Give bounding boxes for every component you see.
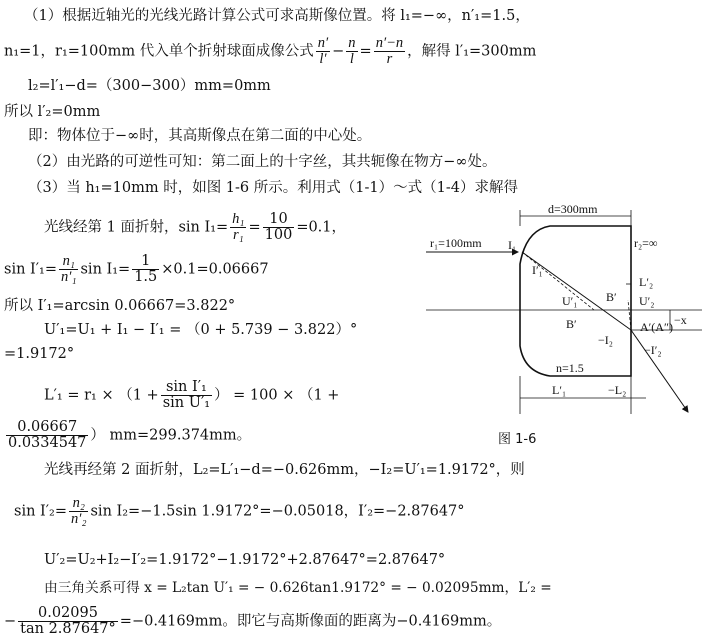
label-I1prime: I′₁ <box>532 263 543 277</box>
line-14 <box>4 420 251 451</box>
line-8-suffix: =0.1， <box>296 219 347 236</box>
label-I1: I₁ <box>508 238 517 252</box>
fraction-numerator: n₁ <box>59 254 78 270</box>
label-L1prime: L′₁ <box>552 383 567 397</box>
equals-sign: = <box>248 219 261 236</box>
line-8-prefix: 光线经第 1 面折射，sin I₁= <box>44 219 229 236</box>
fraction-denominator: 1.5 <box>134 269 158 285</box>
label-A-image: A′(A″) <box>640 320 673 334</box>
fraction-n-diff-over-r <box>374 36 405 67</box>
fraction-denominator: n′₁ <box>61 269 77 285</box>
line-19-suffix: =−0.4169mm。即它与高斯像面的距离为−0.4169mm。 <box>119 613 502 630</box>
fraction-denominator: l <box>349 51 354 67</box>
fraction-0-06667-over-0-0334547 <box>6 420 88 451</box>
label-minus-L2: −L₂ <box>608 383 627 397</box>
fraction-denominator: 0.0334547 <box>8 435 87 451</box>
line-9-suffix: ×0.1=0.06667 <box>161 261 269 278</box>
label-minus-I2prime: −I′₂ <box>644 343 662 357</box>
normal-line <box>522 252 594 310</box>
fraction-0-02095-over-tan <box>18 606 118 637</box>
fraction-n1-over-n1prime <box>59 254 78 285</box>
label-Bprime-bottom: B′ <box>566 317 577 331</box>
line-6: （2）由光路的可逆性可知：第二面上的十字丝，其共轭像在物方−∞处。 <box>28 154 497 170</box>
line-9-middle: sin I₁= <box>80 261 131 278</box>
fraction-denominator: tan 2.87647° <box>20 621 116 637</box>
line-13-prefix: L′₁ = r₁ × （1 + <box>44 387 159 404</box>
fraction-n-prime-over-l-prime <box>316 36 330 67</box>
fraction-numerator: 0.06667 <box>6 420 88 436</box>
fraction-denominator: l′ <box>319 51 327 67</box>
line-17: U′₂=U₂+I₂−I′₂=1.9172°−1.9172°+2.87647°=2.87647° <box>44 552 446 568</box>
label-L2prime: L′₂ <box>639 275 654 289</box>
line-3: l₂=l′₁−d=（300−300）mm=0mm <box>28 78 271 94</box>
label-n: n=1.5 <box>556 361 584 375</box>
fraction-numerator: n <box>348 35 356 51</box>
label-thickness: d=300mm <box>548 204 598 216</box>
line-4: 所以 l′₂=0mm <box>4 104 101 120</box>
fraction-numerator: 1 <box>132 254 159 270</box>
line-19-prefix: − <box>4 613 17 630</box>
fraction-n-over-l <box>346 36 357 67</box>
fraction-denominator: sin U′₁ <box>162 395 211 411</box>
line-14-suffix: ） mm=299.374mm。 <box>90 427 252 444</box>
fraction-denominator: r₁ <box>232 227 244 243</box>
fraction-denominator: 100 <box>264 227 293 243</box>
line-13 <box>44 380 339 411</box>
line-2-suffix: ，解得 l′₁=300mm <box>407 43 537 60</box>
line-9-prefix: sin I′₁= <box>4 261 58 278</box>
fraction-numerator: h₁ <box>232 211 245 227</box>
line-12: =1.9172° <box>4 346 75 362</box>
line-8 <box>44 212 346 243</box>
line-16-suffix: sin I₂=−1.5sin 1.9172°=−0.05018，I′₂=−2.87647° <box>90 503 465 520</box>
line-9 <box>4 254 269 285</box>
equals-sign: = <box>359 43 372 60</box>
line-1: （1）根据近轴光的光线光路计算公式可求高斯像位置。将 l₁=−∞，n′₁=1.5， <box>24 8 530 24</box>
lens-diagram <box>426 204 702 456</box>
line-10: 所以 I′₁=arcsin 0.06667=3.822° <box>4 298 236 314</box>
line-2 <box>4 36 536 67</box>
fraction-numerator: 0.02095 <box>18 606 118 622</box>
line-2-prefix: n₁=1，r₁=100mm 代入单个折射球面成像公式 <box>4 43 314 60</box>
label-minus-I2: −I₂ <box>598 333 613 347</box>
line-5: 即：物体位于−∞时，其高斯像点在第二面的中心处。 <box>28 128 372 144</box>
line-11: U′₁=U₁ + I₁ − I′₁ = （0 + 5.739 − 3.822）° <box>44 322 358 338</box>
label-r2: r₂=∞ <box>634 236 658 250</box>
optics-figure <box>426 204 702 456</box>
line-16-prefix: sin I′₂= <box>14 503 68 520</box>
fraction-n2-over-n2prime <box>69 496 88 527</box>
figure-caption: 图 1-6 <box>498 432 537 447</box>
fraction-numerator: 10 <box>263 212 295 228</box>
line-15: 光线再经第 2 面折射，L₂=L′₁−d=−0.626mm，−I₂=U′₁=1.9172°，则 <box>44 462 525 478</box>
fraction-denominator: r <box>386 51 393 67</box>
fraction-numerator: n₂ <box>69 496 88 512</box>
label-U2prime: U′₂ <box>639 294 655 308</box>
line-7: （3）当 h₁=10mm 时，如图 1-6 所示。利用式（1-1）～式（1-4）求解得 <box>28 180 518 196</box>
label-U1prime: U′₁ <box>562 294 578 308</box>
label-minus-x: −x <box>674 313 687 327</box>
fraction-1-over-1-5 <box>132 254 159 285</box>
fraction-numerator: n′−n <box>375 35 404 51</box>
fraction-sin-i1-over-sin-u1 <box>161 380 212 411</box>
fraction-numerator: sin I′₁ <box>161 380 212 396</box>
label-r1: r₁=100mm <box>430 236 482 250</box>
line-18: 由三角关系可得 x = L₂tan U′₁ = − 0.626tan1.9172° = − 0.02095mm，L′₂ = <box>44 580 552 596</box>
fraction-h1-over-r1 <box>230 212 246 243</box>
line-16 <box>14 496 465 527</box>
minus-sign: − <box>332 43 345 60</box>
line-13-suffix: ） = 100 × （1 + <box>214 387 340 404</box>
fraction-numerator: n′ <box>317 35 329 51</box>
fraction-10-over-100 <box>263 212 295 243</box>
line-19 <box>4 606 501 637</box>
label-Bprime-top: B′ <box>606 290 617 304</box>
fraction-denominator: n′₂ <box>71 511 87 527</box>
